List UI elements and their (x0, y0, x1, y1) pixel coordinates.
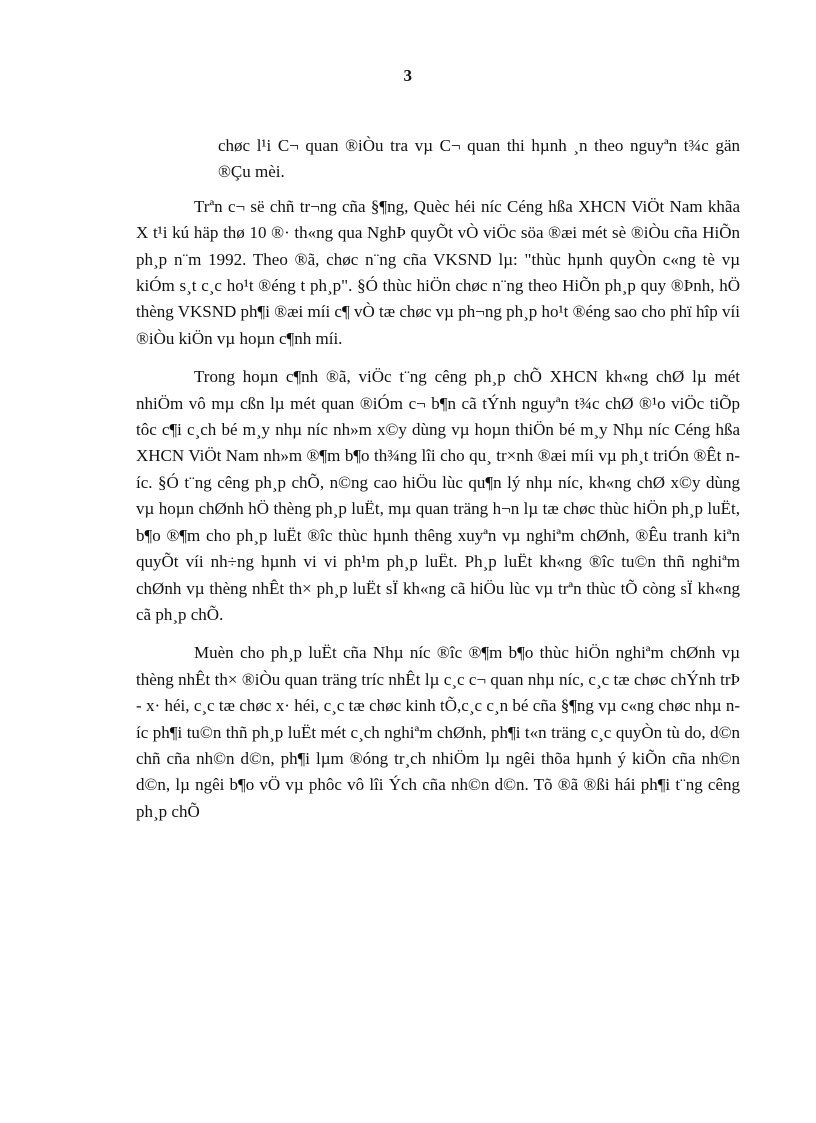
paragraph-2: Trªn c¬ së chñ tr¬ng cña §¶ng, Quèc héi níc Céng hßa XHCN ViÖt Nam khãa X t¹i kú häp thø 10 ®· th«ng qua NghÞ quyÕt vÒ viÖc söa ®æi mét sè ®iÒu cña HiÕn ph¸p n¨m 1992. Theo ®ã, chøc n¨ng cña VKSND lµ: "thùc hµnh quyÒn c«ng tè vµ kiÓm s¸t c¸c ho¹t ®éng t ph¸p". §Ó thùc hiÖn chøc n¨ng theo HiÕn ph¸p quy ®Þnh, hÖ thèng VKSND ph¶i ®æi míi c¶ vÒ tæ chøc vµ ph¬ng ph¸p ho¹t ®éng sao cho phï hîp víi ®iÒu kiÖn vµ hoµn c¶nh míi. (136, 196, 740, 348)
paragraph-4: Muèn cho ph¸p luËt cña Nhµ níc ®îc ®¶m b¶o thùc hiÖn nghiªm chØnh vµ thèng nhÊt th× ®iÒu quan träng tríc nhÊt lµ c¸c c¬ quan nhµ níc, c¸c tæ chøc chÝnh trÞ - x· héi, c¸c tæ chøc x· héi, c¸c tæ chøc kinh tÕ,c¸c c¸n bé cña §¶ng vµ c«ng chøc nhµ níc ph¶i tu©n thñ ph¸p luËt mét c¸ch nghiªm chØnh, ph¶i t«n träng c¸c quyÒn tù do, d©n chñ cña nh©n d©n, ph¶i lµm ®óng tr¸ch nhiÖm lµ ngêi thõa hµnh ý kiÕn cña nh©n d©n, lµ ngêi b¶o vÖ vµ phôc vô lîi Ých cña nh©n d©n. Tõ ®ã ®ßi hái ph¶i t¨ng cêng ph¸p chÕ (136, 643, 740, 821)
body-text (136, 133, 740, 825)
paragraph-1: chøc l¹i C¬ quan ®iÒu tra vµ C¬ quan thi hµnh ¸n theo nguyªn t¾c gän ®Çu mèi. (218, 136, 740, 182)
page-number: 3 (403, 66, 413, 85)
paragraph-3: Trong hoµn c¶nh ®ã, viÖc t¨ng cêng ph¸p chÕ XHCN kh«ng chØ lµ mét nhiÖm vô mµ cßn lµ mét quan ®iÓm c¬ b¶n cã tÝnh nguyªn t¾c chØ ®¹o viÖc tiÕp tôc c¶i c¸ch bé m¸y nhµ níc nh»m x©y dùng vµ hoµn thiÖn bé m¸y Nhµ níc Céng hßa XHCN ViÖt Nam nh»m ®¶m b¶o th¾ng lîi cho qu¸ tr×nh ®æi míi vµ ph¸t triÓn ®Êt níc. §Ó t¨ng cêng ph¸p chÕ, n©ng cao hiÖu lùc qu¶n lý nhµ níc, kh«ng chØ x©y dùng vµ hoµn chØnh hÖ thèng ph¸p luËt, mµ quan träng h¬n lµ tæ chøc thùc hiÖn ph¸p luËt, b¶o ®¶m cho ph¸p luËt ®îc thùc hµnh thêng xuyªn vµ nghiªm chØnh, ®Êu tranh kiªn quyÕt víi nh÷ng hµnh vi vi ph¹m ph¸p luËt. Ph¸p luËt kh«ng ®îc tu©n thñ nghiªm chØnh vµ thèng nhÊt th× ph¸p luËt sÏ kh«ng cã hiÖu lùc vµ trªn thùc tÕ còng sÏ kh«ng cã ph¸p chÕ. (136, 367, 740, 624)
